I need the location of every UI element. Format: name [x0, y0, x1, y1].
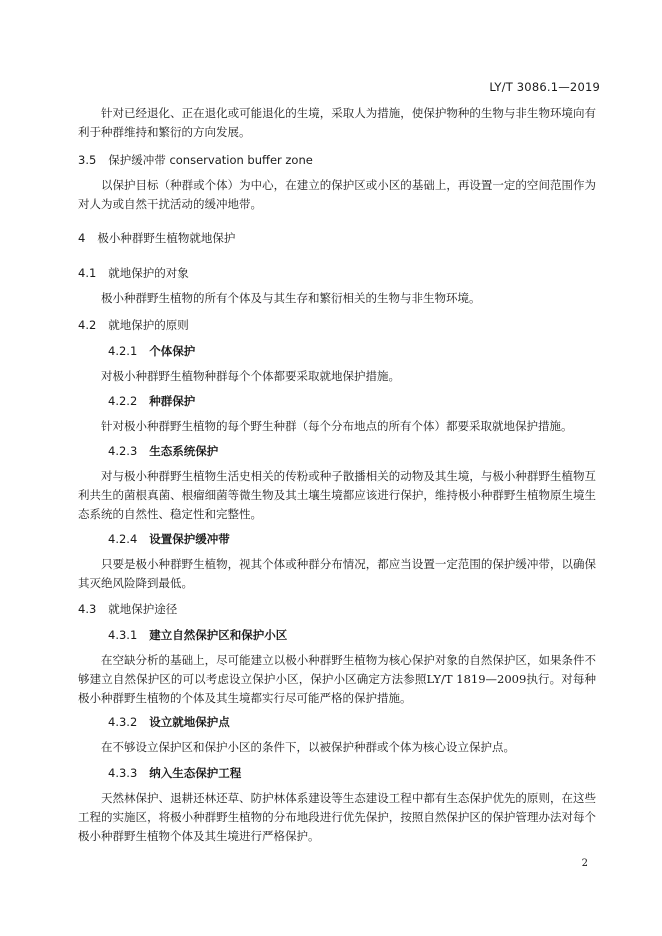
section-4-1-body: 极小种群野生植物的所有个体及与其生存和繁衍相关的生物与非生物环境。: [101, 291, 481, 305]
section-4-3-3-heading: [108, 765, 241, 781]
section-4-3-1-heading: [108, 627, 287, 643]
section-4-1-heading: [78, 265, 189, 281]
section-title: 设立就地保护点: [149, 715, 230, 729]
section-title: 生态系统保护: [149, 444, 219, 458]
section-number: 4.3.2: [108, 715, 138, 729]
section-4-heading: [78, 230, 235, 246]
section-number: 4.2.3: [108, 444, 138, 458]
section-title: 就地保护途径: [108, 602, 178, 616]
section-4-2-3-heading: [108, 443, 218, 459]
section-title: 建立自然保护区和保护小区: [149, 628, 288, 642]
section-number: 4.3.3: [108, 766, 138, 780]
section-number: 4.2.2: [108, 394, 138, 408]
section-title: 设置保护缓冲带: [149, 532, 230, 546]
section-number: 4.2: [78, 318, 97, 332]
section-3-5-heading: [78, 152, 313, 168]
section-4-2-3-body: 对与极小种群野生植物生活史相关的传粉或种子散播相关的动物及其生境，与极小种群野生植物互利共生的菌根真菌、根瘤细菌等微生物及其土壤生境都应该进行保护，维持极小种群野生植物原生境生态系统的自然性、稳定性和完整性。: [78, 469, 596, 521]
section-4-2-4-body: 只要是极小种群野生植物，视其个体或种群分布情况，都应当设置一定范围的保护缓冲带，以确保其灭绝风险降到最低。: [78, 557, 596, 590]
section-title: 纳入生态保护工程: [149, 766, 242, 780]
page-number: 2: [581, 858, 588, 869]
section-title: 就地保护的原则: [108, 318, 189, 332]
section-4-3-heading: [78, 601, 177, 617]
section-4-3-3-body: 天然林保护、退耕还林还草、防护林体系建设等生态建设工程中都有生态保护优先的原则，在这些工程的实施区，将极小种群野生植物的分布地段进行优先保护，按照自然保护区的保护管理办法对每个极小种群野生植物个体及其生境进行严格保护。: [78, 791, 596, 843]
section-title: 种群保护: [149, 394, 196, 408]
section-number: 4.1: [78, 266, 97, 280]
intro-paragraph: 针对已经退化、正在退化或可能退化的生境，采取人为措施，使保护物种的生物与非生物环境向有利于种群维持和繁衍的方向发展。: [78, 106, 596, 139]
doc-number-header: LY/T 3086.1—2019: [489, 80, 600, 94]
section-number: 4: [78, 231, 86, 245]
section-4-3-2-heading: [108, 714, 230, 730]
section-4-2-1-body: 对极小种群野生植物种群每个个体都要采取就地保护措施。: [101, 369, 400, 383]
section-4-3-1-body: 在空缺分析的基础上，尽可能建立以极小种群野生植物为核心保护对象的自然保护区，如果条件不够建立自然保护区的可以考虑设立保护小区，保护小区确定方法参照LY/T 1819—2009执行。对每种极小种群野生植物的个体及其生境都实行尽可能严格的保护措施。: [78, 653, 596, 705]
section-number: 4.2.4: [108, 532, 138, 546]
section-title: 个体保护: [149, 344, 196, 358]
section-3-5-body: 以保护目标（种群或个体）为中心，在建立的保护区或小区的基础上，再设置一定的空间范围作为对人为或自然干扰活动的缓冲地带。: [78, 178, 596, 211]
section-4-2-2-body: 针对极小种群野生植物的每个野生种群（每个分布地点的所有个体）都要采取就地保护措施。: [101, 419, 573, 433]
section-4-2-heading: [78, 317, 189, 333]
section-number: 4.3: [78, 602, 97, 616]
section-4-2-1-heading: [108, 343, 195, 359]
section-title: 就地保护的对象: [108, 266, 189, 280]
section-4-2-2-heading: [108, 393, 195, 409]
section-number: 3.5: [78, 153, 97, 167]
section-number: 4.2.1: [108, 344, 138, 358]
section-title: 极小种群野生植物就地保护: [97, 231, 236, 245]
section-number: 4.3.1: [108, 628, 138, 642]
section-title: 保护缓冲带 conservation buffer zone: [108, 153, 313, 167]
section-4-3-2-body: 在不够设立保护区和保护小区的条件下，以被保护种群或个体为核心设立保护点。: [101, 740, 515, 754]
section-4-2-4-heading: [108, 531, 230, 547]
